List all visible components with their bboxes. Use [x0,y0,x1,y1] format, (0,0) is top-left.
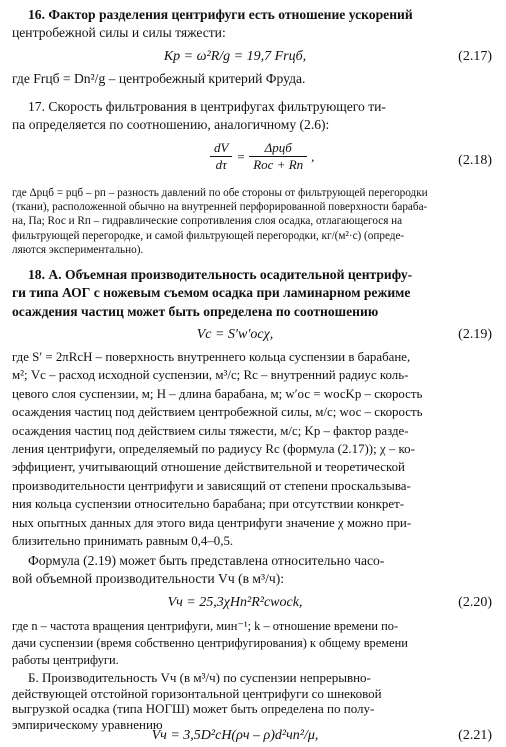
equation-2-18-lhs-denominator: dτ [215,157,227,172]
equation-2-21-number: (2.21) [458,728,492,743]
section-b-line-1: Б. Производительность Vч (в м³/ч) по суспензии непрерывно- [28,670,371,685]
equation-2-18-fraction: dV = Δpцб , dτ Rос + Rп [210,140,318,173]
definition-2-19-line-10: ных опытных данных для этого вида центрифуги значение χ можно при- [12,515,412,530]
equation-2-18-rhs-denominator: Rос + Rп [253,157,304,172]
definition-2-19-line-9: ния кольца суспензии относительно барабана; при отсутствии конкрет- [12,497,404,512]
definition-2-18 [0,186,506,257]
paragraph-2-20-line-2: вой объемной производительности Vч (в м³/ч): [12,571,285,587]
equation-2-19 [0,324,506,346]
definition-2-20-line-2: дачи суспензии (время собственно центрифугирования) к общему времени [12,636,408,650]
section-18-line-1: 18. А. Объемная производительность осадительной центрифу- [28,267,413,282]
equation-2-20 [0,592,506,614]
section-16-line-2: центробежной силы и силы тяжести: [12,25,226,41]
definition-2-19-line-6: ления центрифуги, определяемый по радиусу Rс (формула (2.17)); χ – ко- [12,442,415,457]
section-17-line-2: па определяется по соотношению, аналогичному (2.6): [12,117,330,133]
section-18-line-2: ги типа АОГ с ножевым съемом осадка при ламинарном режиме [12,285,411,301]
equation-2-18-rhs-numerator: Δpцб [249,140,307,157]
section-17-paragraph [0,98,506,135]
equation-2-19-formula: Vс = S′w′осχ, [196,327,274,342]
definition-2-17-text: где Frцб = Dn²/g – центробежный критерий Фруда. [12,71,306,86]
definition-2-19-line-4: осаждения частиц под действием центробежной силы, м/с; wос – скорость [12,405,423,420]
equation-2-20-formula: Vч = 25,3χHn²R²сwосk, [167,595,303,610]
section-16-line-1: 16. Фактор разделения центрифуги есть отношение ускорений [28,7,413,22]
equation-2-18 [0,140,506,184]
definition-2-19-line-3: цевого слоя суспензии, м; H – длина барабана, м; w′ос = wосKр – скорость [12,386,423,401]
equation-2-18-number: (2.18) [458,153,492,168]
section-16-paragraph [0,6,506,43]
paragraph-2-20-line-1: Формула (2.19) может быть представлена относительно часо- [28,553,385,568]
section-b-paragraph [0,670,506,732]
section-17-line-1: 17. Скорость фильтрования в центрифугах фильтрующего ти- [28,99,386,114]
section-18-line-3: осаждения частиц может быть определена по соотношению [12,303,379,319]
equation-2-21-formula: Vч = 3,5D²сH(ρч – ρ)d²чn²/μ, [151,728,319,743]
equation-2-19-number: (2.19) [458,327,492,342]
definition-2-19-line-7: эффициент, учитывающий отношение действительной и теоретической [12,460,405,475]
definition-2-18-line-4: фильтрующей перегородке, и самой фильтрующей перегородки, кг/(м²·с) (опреде- [12,229,405,242]
definition-2-19-line-11: близительно принимать равным 0,4–0,5. [12,534,234,549]
section-18-paragraph [0,266,506,321]
section-b-line-4: эмпирическому уравнению [12,716,163,732]
equation-2-18-lhs-numerator: dV [210,140,232,157]
section-b-line-3: выгрузкой осадка (типа НОГШ) может быть определена по полу- [12,701,375,717]
definition-2-20-line-3: работы центрифуги. [12,653,119,667]
definition-2-20 [0,618,506,669]
equation-2-17-formula: Kр = ω²R/g = 19,7 Frцб, [163,49,307,64]
definition-2-19-line-5: осаждения частиц под действием силы тяжести, м/с; Kр – фактор разде- [12,423,409,438]
section-b-line-2: действующей отстойной горизонтальной центрифуги со шнековой [12,685,382,701]
definition-2-19 [0,348,506,550]
paragraph-2-20 [0,552,506,589]
equation-2-17-number: (2.17) [458,49,492,64]
definition-2-18-line-1: где Δpцб = pцб – pп – разность давлений по обе стороны от фильтрующей перегородки [12,187,428,199]
definition-2-18-line-5: ляются экспериментально). [12,243,144,256]
definition-2-17 [0,70,506,88]
definition-2-19-line-2: м²; Vс – расход исходной суспензии, м³/с; Rс – внутренний радиус коль- [12,368,409,383]
definition-2-20-line-1: где n – частота вращения центрифуги, мин⁻¹; k – отношение времени по- [12,619,399,633]
definition-2-19-line-8: производительности центрифуги и зависящий от степени проскальзыва- [12,478,411,493]
definition-2-18-line-2: (ткани), расположенной обычно на внутренней перфорированной поверхности бараба- [12,201,428,214]
equation-2-20-number: (2.20) [458,595,492,610]
definition-2-19-line-1: где S′ = 2πRсH – поверхность внутреннего кольца суспензии в барабане, [12,350,411,364]
definition-2-18-line-3: на, Па; Rос и Rп – гидравлические сопротивления слоя осадка, отлагающегося на [12,215,403,228]
equation-2-21 [0,725,506,747]
equation-2-17 [0,46,506,68]
